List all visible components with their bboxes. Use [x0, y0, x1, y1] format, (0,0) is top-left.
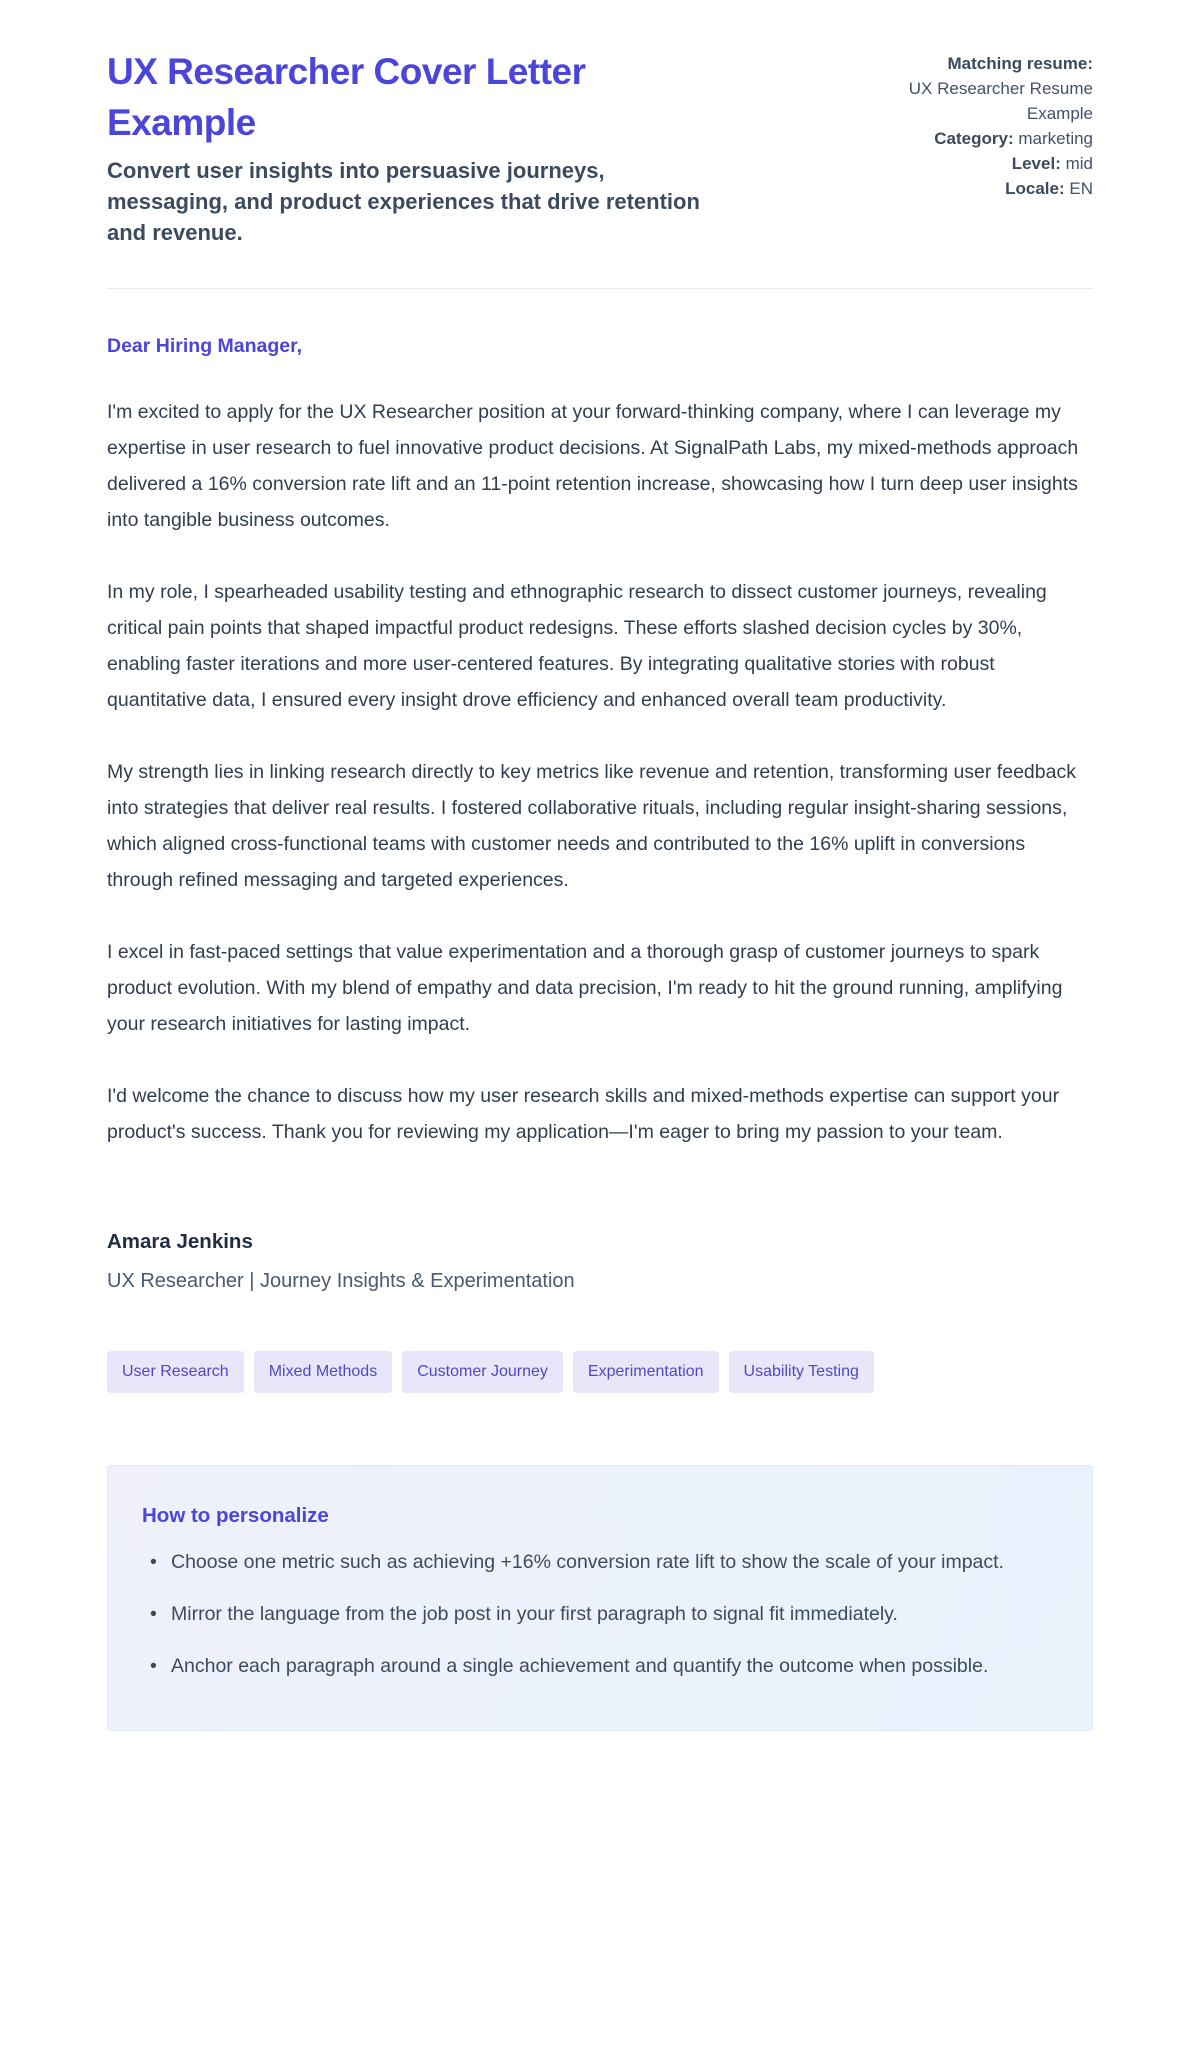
letter-paragraph: In my role, I spearheaded usability testing and ethnographic research to dissect customer journeys, revealing critical pain points that shaped impactful product redesigns. These efforts slashed decision cycles by 30%, enabling faster iterations and more user-centered features. By integrating qualitative stories with robust quantitative data, I ensured every insight drove efficiency and enhanced overall team productivity.: [107, 581, 1047, 712]
skill-tag: User Research: [107, 1351, 244, 1393]
matching-resume-label: [875, 51, 1093, 76]
category-label: Category:: [934, 129, 1014, 148]
resume-meta: [875, 46, 1093, 201]
letter-paragraph: I'm excited to apply for the UX Researcher position at your forward-thinking company, where I can leverage my expertise in user research to fuel innovative product decisions. At SignalPath Labs, my mixed-methods approach delivered a 16% conversion rate lift and an 11-point retention increase, showcasing how I turn deep user insights into tangible business outcomes.: [107, 401, 1079, 532]
meta-level: [875, 151, 1093, 176]
letter-paragraph: I'd welcome the chance to discuss how my user research skills and mixed-methods expertise can support your product's success. Thank you for reviewing my application—I'm eager to bring my passion to your team.: [107, 1085, 1060, 1144]
personalize-tip: • Choose one metric such as achieving +16% conversion rate lift to show the scale of your impact.: [142, 1544, 1058, 1580]
personalize-box: [107, 1465, 1093, 1731]
page-subtitle: Convert user insights into persuasive journeys, messaging, and product experiences that drive retention and revenue.: [107, 158, 700, 245]
page-header: [107, 46, 1093, 248]
locale-value: EN: [1069, 179, 1093, 198]
personalize-tip: • Anchor each paragraph around a single achievement and quantify the outcome when possible.: [142, 1648, 1058, 1684]
header-title-block: [107, 46, 702, 248]
skill-tags-list: [107, 1351, 1093, 1393]
letter-paragraph: My strength lies in linking research directly to key metrics like revenue and retention, transforming user feedback into strategies that deliver real results. I fostered collaborative rituals, including regular insight-sharing sessions, which aligned cross-functional teams with customer needs and contributed to the 16% uplift in conversions through refined messaging and targeted experiences.: [107, 761, 1076, 892]
locale-label: Locale:: [1005, 179, 1065, 198]
personalize-tips-list: [142, 1544, 1058, 1684]
level-value: mid: [1065, 154, 1093, 173]
page-title: UX Researcher Cover Letter Example: [107, 51, 586, 144]
personalize-title: How to personalize: [142, 1504, 329, 1528]
skill-tag: Usability Testing: [729, 1351, 874, 1393]
matching-resume-value: UX Researcher Resume Example: [908, 79, 1093, 123]
skill-tag: Customer Journey: [402, 1351, 563, 1393]
letter-paragraph: I excel in fast-paced settings that value experimentation and a thorough grasp of customer journeys to spark product evolution. With my blend of empathy and data precision, I'm ready to hit the ground running, amplifying your research initiatives for lasting impact.: [107, 941, 1063, 1036]
level-label: Level:: [1011, 154, 1061, 173]
signature-role: UX Researcher | Journey Insights & Experimentation: [107, 1270, 575, 1293]
skill-tag: Experimentation: [573, 1351, 719, 1393]
letter-greeting: Dear Hiring Manager,: [107, 335, 303, 358]
signature-name: Amara Jenkins: [107, 1230, 253, 1254]
matching-resume-label-text: Matching resume:: [947, 54, 1093, 73]
skill-tag: Mixed Methods: [254, 1351, 393, 1393]
category-value: marketing: [1018, 129, 1093, 148]
page-container: [107, 0, 1093, 1801]
header-divider: [107, 288, 1093, 289]
personalize-tip: • Mirror the language from the job post in your first paragraph to signal fit immediately.: [142, 1596, 1058, 1632]
meta-category: [875, 126, 1093, 151]
meta-locale: [875, 176, 1093, 201]
